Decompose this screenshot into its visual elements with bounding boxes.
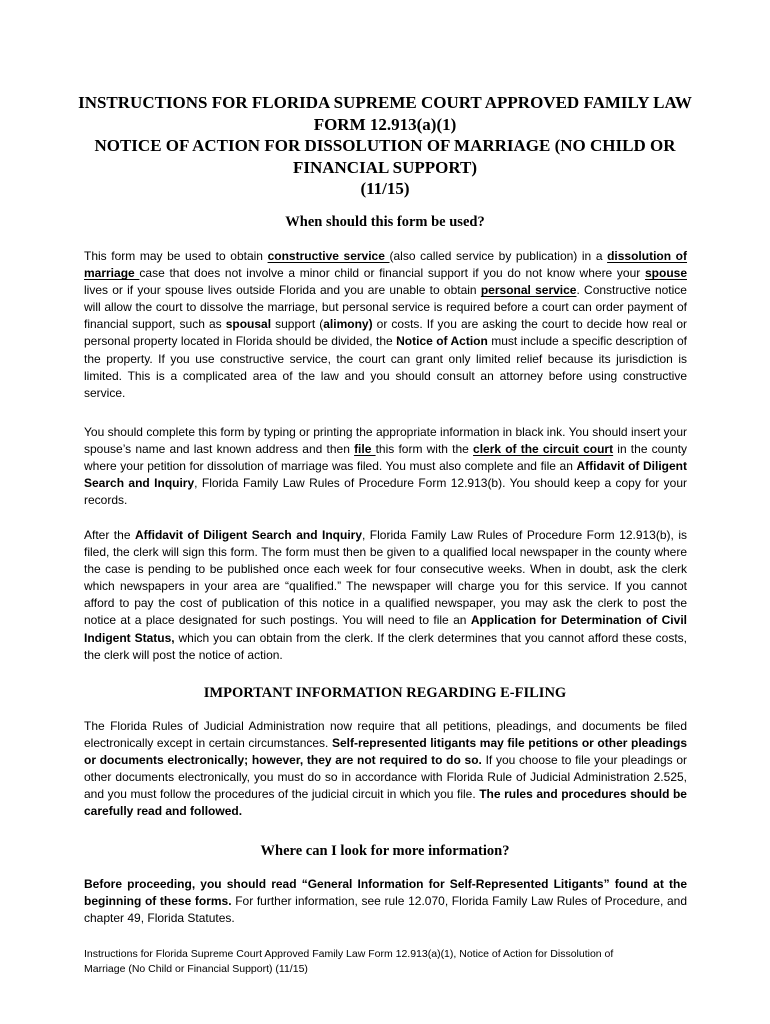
term-spouse: spouse xyxy=(644,266,687,281)
text-run: this form with the xyxy=(375,442,474,457)
text-run: This form may be used to obtain xyxy=(84,249,268,263)
section-heading-more-info: Where can I look for more information? xyxy=(260,843,510,859)
term-clerk-of-circuit-court: clerk of the circuit court xyxy=(473,442,614,457)
title-line-3: NOTICE OF ACTION FOR DISSOLUTION OF MARRIAGE (NO CHILD OR xyxy=(94,136,676,155)
text-run: , Florida Family Law Rules of Procedure Form 12.913(b), is filed, the clerk will sign this form. The form must then be given to a qualified local newspaper in the county where the case is pending to be published once each week for four consecutive weeks. When in doubt, ask the clerk which newspapers in your area are “qualified.” The newspaper will charge you for this service. If you cannot afford to pay the cost of publication of this notice in a qualified newspaper, you may ask the clerk to post the notice at a place designated for such postings. You will need to file an xyxy=(84,528,687,628)
paragraph-when-used xyxy=(84,248,687,402)
title-line-4: FINANCIAL SUPPORT) xyxy=(292,157,478,177)
term-file: file xyxy=(354,442,376,457)
paragraph-after-affidavit xyxy=(84,527,687,664)
document-title xyxy=(60,92,710,200)
text-run: For further information, see rule 12.070, Florida Family Law Rules of Procedure, and chapter 49, Florida Statutes. xyxy=(84,894,688,926)
text-run: , Florida Family Law Rules of Procedure Form 12.913(b). You should keep a copy for your records. xyxy=(84,476,687,508)
text-run: which you can obtain from the clerk. If the clerk determines that you cannot afford these costs, the clerk will post the notice of action. xyxy=(84,630,687,662)
term-affidavit-diligent-search: Affidavit of Diligent Search and Inquiry xyxy=(134,528,362,542)
title-line-5: (11/15) xyxy=(360,179,410,198)
term-personal-service: personal service xyxy=(480,283,577,298)
footer-line-1: Instructions for Florida Supreme Court Approved Family Law Form 12.913(a)(1), Notice of Action for Dissolution of xyxy=(84,948,614,960)
text-run: or costs. If you are asking the court to decide how real or personal property located in Florida should be divided, the xyxy=(84,317,687,349)
title-line-2: FORM 12.913(a)(1) xyxy=(313,114,457,134)
term-constructive-service: constructive service xyxy=(267,249,390,263)
emphasis-rules-procedures: The rules and procedures should be carefully read and followed. xyxy=(84,787,687,819)
title-line-1: INSTRUCTIONS FOR FLORIDA SUPREME COURT APPROVED FAMILY LAW xyxy=(78,93,692,112)
text-run: . Constructive notice will allow the court to dissolve the marriage, but personal service is required before a court can order payment of financial support, such as xyxy=(84,283,687,332)
section-heading-when-used: When should this form be used? xyxy=(285,214,485,230)
term-alimony: alimony) xyxy=(323,317,373,332)
text-run: lives or if your spouse lives outside Florida and you are unable to obtain xyxy=(84,283,481,298)
text-run: case that does not involve a minor child or financial support if you do not know where your xyxy=(139,266,645,281)
emphasis-before-proceeding: Before proceeding, you should read “General Information for Self-Represented Litigants” found at the beginning of these forms. xyxy=(84,877,687,909)
emphasis-self-represented: Self-represented litigants may file petitions or other pleadings or documents electronically; however, they are not required to do so. xyxy=(84,736,687,768)
term-application-indigent-status: Application for Determination of Civil Indigent Status, xyxy=(84,613,687,645)
text-run: support ( xyxy=(271,317,324,332)
term-dissolution-of-marriage: dissolution of marriage xyxy=(84,249,688,281)
section-heading-e-filing: IMPORTANT INFORMATION REGARDING E-FILING xyxy=(203,685,567,701)
term-notice-of-action: Notice of Action xyxy=(396,334,488,349)
text-run: in the county where your petition for dissolution of marriage was filed. You must also complete and file an xyxy=(84,442,688,474)
text-run: must include a specific description of the property. If you use constructive service, the court can grant only limited relief because its jurisdiction is limited. This is a complicated area of the law and you should consult an attorney before using constructive service. xyxy=(84,334,687,400)
page-footer xyxy=(84,947,684,977)
footer-line-2: Marriage (No Child or Financial Support) (11/15) xyxy=(84,963,308,975)
text-run: If you choose to file your pleadings or other documents electronically, you must do so in accordance with Florida Rule of Judicial Administration 2.525, and you must follow the procedures of the judicial circuit in which you file. xyxy=(84,753,687,802)
term-spousal: spousal xyxy=(225,317,272,332)
paragraph-more-info xyxy=(84,876,687,927)
text-run: After the xyxy=(84,528,135,542)
text-run: You should complete this form by typing or printing the appropriate information in black ink. You should insert your spouse’s name and last known address and then xyxy=(84,425,687,457)
text-run: (also called service by publication) in a xyxy=(389,249,608,263)
paragraph-e-filing xyxy=(84,718,687,821)
paragraph-complete-form xyxy=(84,424,687,509)
text-run: The Florida Rules of Judicial Administration now require that all petitions, pleadings, and documents be filed electronically except in certain circumstances. xyxy=(84,719,687,751)
term-affidavit-diligent-search: Affidavit of Diligent Search and Inquiry xyxy=(84,459,687,491)
